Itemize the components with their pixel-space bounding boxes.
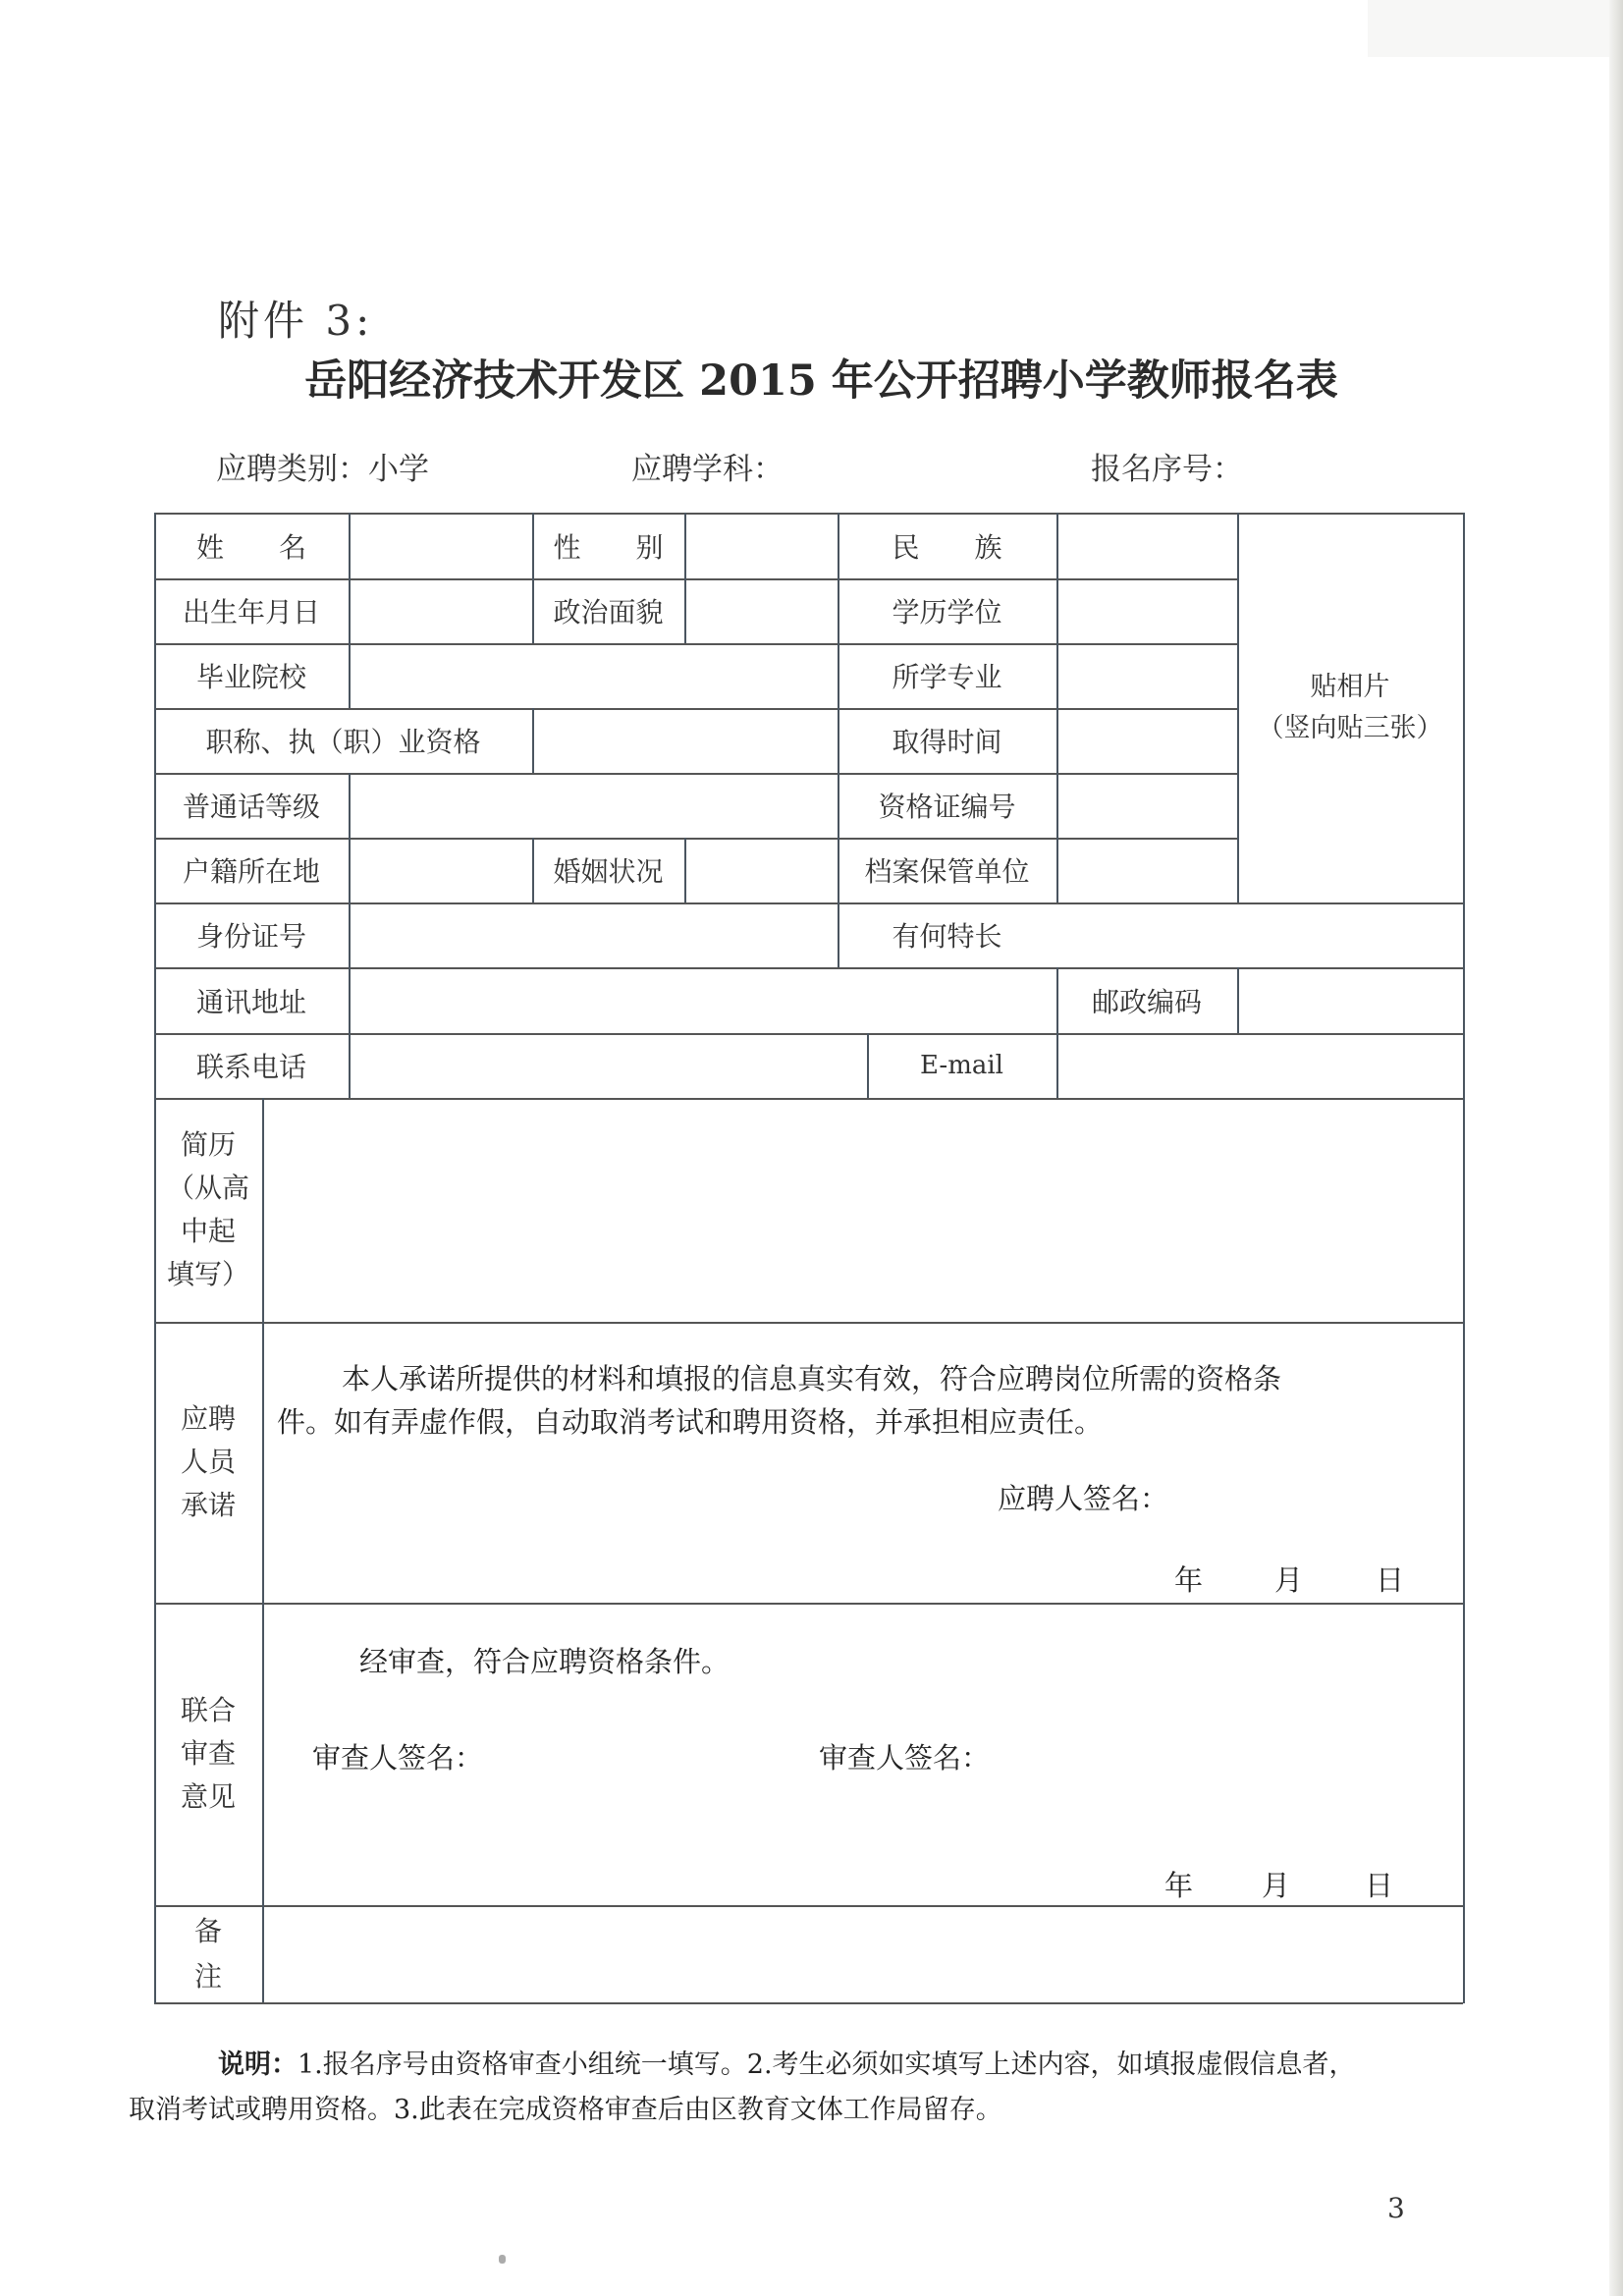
label-text: 人员: [180, 1446, 236, 1478]
label-obtained-time: 取得时间: [892, 726, 1002, 758]
label-mandarin-level: 普通话等级: [182, 791, 320, 823]
label-phone: 联系电话: [195, 1051, 306, 1083]
pledge-date-year: 年: [1174, 1563, 1204, 1597]
major-field[interactable]: [1056, 643, 1237, 708]
photo-box[interactable]: [1237, 513, 1463, 902]
label-id-number: 身份证号: [195, 920, 306, 953]
obtained-time-field[interactable]: [1056, 708, 1237, 773]
name-field[interactable]: [349, 513, 532, 578]
label-text: 中起: [180, 1215, 236, 1247]
label-household-location: 户籍所在地: [182, 855, 320, 888]
footer-note-line2: 取消考试或聘用资格。3.此表在完成资格审查后由区教育文体工作局留存。: [129, 2095, 1002, 2125]
label-postal-code: 邮政编码: [1091, 985, 1202, 1018]
pledge-date-day: 日: [1376, 1563, 1405, 1597]
label-text: 联合: [180, 1694, 236, 1726]
label-birthdate: 出生年月日: [182, 596, 320, 629]
label-text: 承诺: [180, 1489, 236, 1521]
label-major: 所学专业: [892, 661, 1002, 693]
label-resume: [154, 1098, 262, 1322]
label-pledge: [154, 1322, 262, 1603]
label-specialty: 有何特长: [892, 920, 1002, 953]
email-field[interactable]: [1056, 1033, 1463, 1098]
id-number-field[interactable]: [349, 902, 838, 967]
pledge-text-line1: 本人承诺所提供的材料和填报的信息真实有效，符合应聘岗位所需的资格条: [342, 1362, 1282, 1395]
education-degree-field[interactable]: [1056, 578, 1237, 643]
label-email: E-mail: [919, 1051, 1004, 1080]
serial-number-label: 报名序号：: [1091, 452, 1243, 487]
mandarin-level-field[interactable]: [349, 773, 838, 838]
grid-line: [154, 1322, 1463, 1324]
label-text: 审查: [180, 1737, 236, 1770]
reviewer2-signature-label: 审查人签名：: [819, 1741, 991, 1775]
label-political-status: 政治面貌: [553, 596, 664, 629]
label-gender: 性 别: [553, 530, 664, 564]
ethnicity-field[interactable]: [1056, 513, 1237, 578]
label-review: [154, 1603, 262, 1905]
gender-field[interactable]: [684, 513, 838, 578]
label-archive-unit: 档案保管单位: [864, 855, 1030, 888]
reviewer1-signature-label: 审查人签名：: [312, 1741, 484, 1775]
scan-edge: [1609, 0, 1623, 2296]
applicant-signature-field[interactable]: [982, 1473, 1296, 1520]
label-graduate-school: 毕业院校: [195, 661, 306, 693]
review-date-month: 月: [1262, 1869, 1291, 1902]
archive-unit-field[interactable]: [1056, 838, 1237, 902]
subject-label: 应聘学科：: [631, 452, 784, 487]
page-number: 3: [1387, 2192, 1405, 2224]
footer-note-line1: [218, 2043, 1445, 2088]
pledge-date-month: 月: [1274, 1563, 1304, 1597]
title-qualification-field[interactable]: [532, 708, 838, 773]
photo-instruction: （竖向贴三张）: [1257, 712, 1443, 743]
label-remarks: [154, 1905, 262, 2002]
political-status-field[interactable]: [684, 578, 838, 643]
birthdate-field[interactable]: [349, 578, 532, 643]
review-date-day: 日: [1365, 1869, 1394, 1902]
certificate-number-field[interactable]: [1056, 773, 1237, 838]
category-label: 应聘类别：小学: [216, 452, 429, 487]
pledge-text-line2: 件。如有弄虚作假，自动取消考试和聘用资格，并承担相应责任。: [277, 1405, 1104, 1439]
applicant-signature-label: 应聘人签名：: [998, 1482, 1169, 1515]
note-prefix: 说明：: [218, 2050, 298, 2080]
grid-line: [154, 2002, 1463, 2004]
label-title-qualification: 职称、执（职）业资格: [205, 726, 481, 758]
note-text: 1.报名序号由资格审查小组统一填写。2.考生必须如实填写上述内容，如填报虚假信息者，: [298, 2050, 1356, 2080]
label-marital-status: 婚姻状况: [553, 855, 664, 888]
grid-line: [1463, 513, 1465, 2003]
postal-code-field[interactable]: [1237, 967, 1463, 1033]
scan-speck: [499, 2255, 506, 2264]
label-text: 简历: [180, 1128, 236, 1161]
graduate-school-field[interactable]: [349, 643, 838, 708]
attachment-label: 附件 3:: [218, 297, 374, 345]
specialty-field[interactable]: [1056, 902, 1463, 967]
label-certificate-number: 资格证编号: [878, 791, 1016, 823]
label-text: 备: [193, 1914, 222, 1947]
remarks-field[interactable]: [262, 1905, 1463, 2002]
review-text: 经审查，符合应聘资格条件。: [359, 1645, 730, 1678]
photo-label: 贴相片: [1310, 671, 1390, 702]
label-text: 填写）: [166, 1258, 249, 1290]
scan-shadow: [1368, 0, 1623, 57]
review-date-year: 年: [1164, 1869, 1194, 1902]
label-text: 注: [193, 1959, 222, 1993]
label-text: 意见: [180, 1780, 236, 1813]
household-location-field[interactable]: [349, 838, 532, 902]
label-text: 应聘: [180, 1402, 236, 1435]
label-text: （从高: [166, 1172, 249, 1204]
label-ethnicity: 民 族: [892, 530, 1002, 564]
label-name: 姓 名: [195, 530, 306, 564]
grid-line: [154, 1603, 1463, 1605]
address-field[interactable]: [349, 967, 1056, 1033]
resume-field[interactable]: [262, 1098, 1463, 1322]
phone-field[interactable]: [349, 1033, 867, 1098]
marital-status-field[interactable]: [684, 838, 838, 902]
page-title: 岳阳经济技术开发区 2015 年公开招聘小学教师报名表: [304, 356, 1338, 406]
label-address: 通讯地址: [195, 985, 306, 1018]
label-education-degree: 学历学位: [892, 596, 1002, 629]
